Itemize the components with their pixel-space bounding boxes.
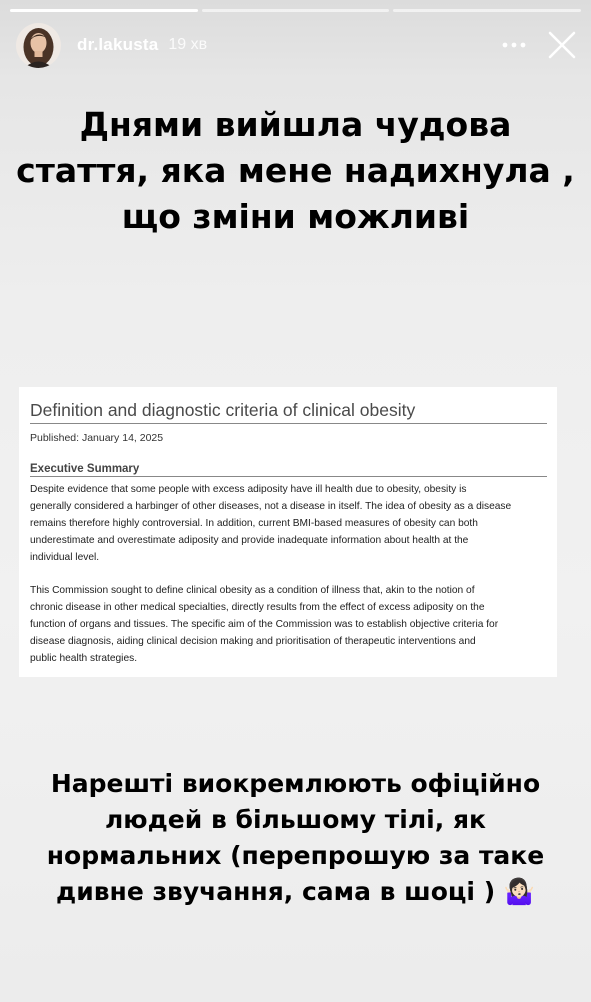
summary-paragraph [30, 582, 547, 667]
article-screenshot [19, 387, 557, 677]
headline-line: нормальних (перепрошую за таке [46, 841, 545, 870]
paragraph-line: generally considered a harbinger of other diseases, not a disease in itself. The idea of obesity as a disease [30, 501, 512, 512]
story-progress-bar [10, 9, 581, 12]
post-time: 19 хв [168, 36, 208, 53]
headline-line: Днями вийшла чудова [79, 105, 512, 144]
username[interactable]: dr.lakusta [77, 35, 159, 54]
headline-line: людей в більшому тілі, як [105, 805, 486, 834]
paragraph-line: individual level. [30, 552, 100, 563]
section-divider [30, 476, 547, 477]
headline-line: стаття, яка мене надихнула , [16, 151, 575, 190]
section-heading: Executive Summary [30, 463, 140, 475]
close-icon[interactable] [547, 30, 577, 60]
paragraph-line: function of organs and tissues. The specific aim of the Commission was to establish objective criteria for [30, 619, 499, 630]
paragraph-line: underestimate and overestimate adiposity and provide inadequate information about health at the [30, 535, 469, 546]
title-divider [30, 423, 547, 424]
paragraph-line: disease diagnosis, aiding clinical decision making and prioritisation of therapeutic interventions and [30, 636, 476, 647]
headline-top [0, 102, 591, 240]
headline-line: дивне звучання, сама в шоці ) 🤷🏻‍♀️ [56, 877, 535, 906]
avatar[interactable] [16, 23, 61, 68]
paragraph-line: Despite evidence that some people with excess adiposity have ill health due to obesity, obesity is [30, 484, 467, 495]
progress-segment [10, 9, 198, 12]
progress-segment [393, 9, 581, 12]
headline-line: Нарешті виокремлюють офіційно [50, 769, 541, 798]
progress-segment [202, 9, 390, 12]
paragraph-line: chronic disease in other medical specialties, directly results from the effect of excess adiposity on the [30, 602, 485, 613]
paragraph-line: This Commission sought to define clinical obesity as a condition of illness that, akin to the notion of [30, 585, 475, 596]
headline-bottom [0, 766, 591, 910]
paragraph-line: public health strategies. [30, 653, 138, 664]
more-horizontal-icon[interactable] [499, 30, 529, 60]
paragraph-line: remains therefore highly controversial. In addition, current BMI-based measures of obesity can both [30, 518, 478, 529]
published-date: Published: January 14, 2025 [30, 432, 164, 444]
headline-line: що зміни можливі [121, 197, 470, 236]
article-title: Definition and diagnostic criteria of clinical obesity [30, 400, 416, 420]
story-header [16, 22, 577, 68]
summary-paragraph [30, 481, 547, 566]
